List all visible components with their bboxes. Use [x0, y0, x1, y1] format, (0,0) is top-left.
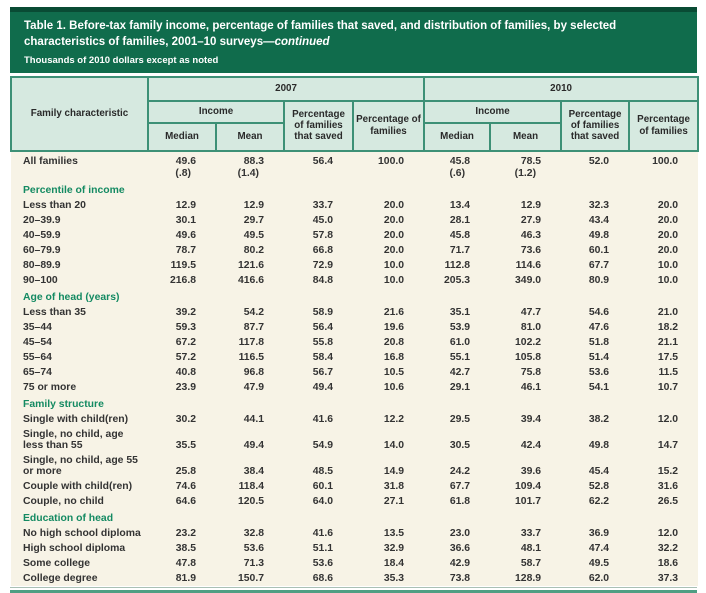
table-row	[11, 320, 698, 335]
value-cell: 51.4	[561, 350, 629, 365]
value-cell: 64.6	[148, 494, 216, 509]
value-cell: 67.2	[148, 335, 216, 350]
table-title-continued: continued	[274, 35, 330, 48]
row-label: 90–100	[11, 273, 148, 288]
value-cell: 36.6	[424, 541, 490, 556]
table-row	[11, 151, 698, 181]
value-cell: 67.7	[561, 258, 629, 273]
value-cell: 12.2	[353, 412, 424, 427]
value-cell: 20.0	[353, 228, 424, 243]
row-label: Single, no child, age less than 55	[11, 427, 148, 453]
row-label: Single with child(ren)	[11, 412, 148, 427]
value-cell: 23.2	[148, 526, 216, 541]
table-row	[11, 335, 698, 350]
value-cell: 31.6	[629, 479, 698, 494]
value-cell: 35.1	[424, 305, 490, 320]
value-cell: 75.8	[490, 365, 561, 380]
value-cell	[284, 151, 353, 181]
value-cell: 49.8	[561, 427, 629, 453]
value-cell: 10.5	[353, 365, 424, 380]
value-cell	[561, 151, 629, 181]
value-text: 52.0	[588, 155, 610, 167]
table-page	[10, 7, 697, 593]
column-header-pct-families-2010: Percentage of families	[629, 101, 698, 151]
value-cell: 13.4	[424, 198, 490, 213]
value-cell: 55.1	[424, 350, 490, 365]
value-cell: 68.6	[284, 571, 353, 586]
value-cell: 21.6	[353, 305, 424, 320]
row-label: Less than 20	[11, 198, 148, 213]
value-cell: 21.1	[629, 335, 698, 350]
value-cell: 14.9	[353, 453, 424, 479]
value-cell: 28.1	[424, 213, 490, 228]
value-cell: 71.7	[424, 243, 490, 258]
value-cell: 29.5	[424, 412, 490, 427]
value-cell: 105.8	[490, 350, 561, 365]
value-cell: 81.9	[148, 571, 216, 586]
value-cell: 17.5	[629, 350, 698, 365]
table-row	[11, 365, 698, 380]
table-row	[11, 427, 698, 453]
row-label: 20–39.9	[11, 213, 148, 228]
value-cell: 62.0	[561, 571, 629, 586]
value-cell: 54.2	[216, 305, 284, 320]
value-cell: 128.9	[490, 571, 561, 586]
value-cell: 84.8	[284, 273, 353, 288]
value-text: 88.3	[243, 155, 264, 167]
value-cell: 45.0	[284, 213, 353, 228]
value-text: 78.5	[520, 155, 542, 167]
value-cell: 20.0	[629, 243, 698, 258]
standard-error-text	[629, 168, 678, 179]
table-row	[11, 228, 698, 243]
value-cell: 32.3	[561, 198, 629, 213]
value-cell: 74.6	[148, 479, 216, 494]
value-cell: 51.8	[561, 335, 629, 350]
value-cell: 13.5	[353, 526, 424, 541]
value-cell: 78.7	[148, 243, 216, 258]
value-cell: 40.8	[148, 365, 216, 380]
row-label: 60–79.9	[11, 243, 148, 258]
value-cell: 27.9	[490, 213, 561, 228]
value-text: 45.8	[449, 155, 471, 167]
value-cell: 46.3	[490, 228, 561, 243]
value-cell: 416.6	[216, 273, 284, 288]
value-cell: 60.1	[284, 479, 353, 494]
section-row	[11, 509, 698, 526]
value-cell: 10.0	[629, 258, 698, 273]
value-cell: 72.9	[284, 258, 353, 273]
value-cell: 80.2	[216, 243, 284, 258]
section-label: Education of head	[11, 509, 698, 526]
table-row	[11, 556, 698, 571]
table-row	[11, 305, 698, 320]
row-label: 65–74	[11, 365, 148, 380]
value-cell: 121.6	[216, 258, 284, 273]
value-cell: 41.6	[284, 412, 353, 427]
value-cell: 109.4	[490, 479, 561, 494]
table-header	[11, 77, 698, 151]
value-cell: 16.8	[353, 350, 424, 365]
value-cell: 73.6	[490, 243, 561, 258]
value-cell: 25.8	[148, 453, 216, 479]
table-row	[11, 258, 698, 273]
income-statistics-table	[10, 76, 699, 586]
value-cell: 30.1	[148, 213, 216, 228]
value-cell: 33.7	[284, 198, 353, 213]
value-cell: 29.1	[424, 380, 490, 395]
column-header-mean-2007: Mean	[216, 123, 284, 151]
section-label: Age of head (years)	[11, 288, 698, 305]
value-cell: 32.9	[353, 541, 424, 556]
value-cell: 33.7	[490, 526, 561, 541]
value-cell: 349.0	[490, 273, 561, 288]
value-cell: 10.0	[353, 258, 424, 273]
row-label: High school diploma	[11, 541, 148, 556]
value-cell	[490, 151, 561, 181]
value-cell: 57.2	[148, 350, 216, 365]
value-cell: 49.4	[216, 427, 284, 453]
value-cell: 23.0	[424, 526, 490, 541]
row-label: 45–54	[11, 335, 148, 350]
value-cell: 41.6	[284, 526, 353, 541]
value-cell: 56.7	[284, 365, 353, 380]
value-cell: 53.9	[424, 320, 490, 335]
section-row	[11, 395, 698, 412]
column-header-median-2010: Median	[424, 123, 490, 151]
value-cell: 38.4	[216, 453, 284, 479]
value-cell: 47.4	[561, 541, 629, 556]
value-cell: 24.2	[424, 453, 490, 479]
value-cell: 49.4	[284, 380, 353, 395]
table-row	[11, 350, 698, 365]
value-cell: 51.1	[284, 541, 353, 556]
value-cell: 53.6	[216, 541, 284, 556]
value-cell: 20.0	[353, 213, 424, 228]
value-cell: 47.6	[561, 320, 629, 335]
value-cell: 71.3	[216, 556, 284, 571]
value-cell: 47.9	[216, 380, 284, 395]
value-cell: 10.0	[353, 273, 424, 288]
column-header-median-2007: Median	[148, 123, 216, 151]
value-cell: 37.3	[629, 571, 698, 586]
value-cell: 36.9	[561, 526, 629, 541]
value-cell: 45.4	[561, 453, 629, 479]
table-title-text: Table 1. Before-tax family income, percentage of families that saved, and distribution of families, by selected characteristics of families, 2001–10 surveys—	[24, 20, 617, 48]
column-group-2010: 2010	[424, 77, 698, 101]
column-header-pct-saved-2007: Percentage of families that saved	[284, 101, 353, 151]
table-units-note: Thousands of 2010 dollars except as noted	[24, 54, 219, 66]
value-cell: 20.0	[353, 243, 424, 258]
column-header-pct-families-2007: Percentage of families	[353, 101, 424, 151]
table-bottom-rule-thin	[10, 587, 697, 588]
value-cell: 43.4	[561, 213, 629, 228]
value-cell: 39.6	[490, 453, 561, 479]
section-row	[11, 288, 698, 305]
value-cell: 42.4	[490, 427, 561, 453]
value-cell: 58.4	[284, 350, 353, 365]
value-cell: 23.9	[148, 380, 216, 395]
standard-error-text	[353, 168, 404, 179]
value-cell: 35.3	[353, 571, 424, 586]
value-cell: 12.9	[148, 198, 216, 213]
value-cell: 39.2	[148, 305, 216, 320]
value-cell: 49.8	[561, 228, 629, 243]
value-cell: 66.8	[284, 243, 353, 258]
value-cell: 81.0	[490, 320, 561, 335]
value-cell: 12.0	[629, 526, 698, 541]
value-cell: 32.8	[216, 526, 284, 541]
value-cell: 101.7	[490, 494, 561, 509]
value-cell: 53.6	[561, 365, 629, 380]
standard-error-text: (1.4)	[237, 167, 259, 179]
value-cell: 27.1	[353, 494, 424, 509]
value-cell	[216, 151, 284, 181]
value-cell: 12.9	[216, 198, 284, 213]
value-cell: 117.8	[216, 335, 284, 350]
value-cell: 20.0	[629, 213, 698, 228]
value-cell	[424, 151, 490, 181]
value-cell: 20.0	[353, 198, 424, 213]
value-cell: 30.2	[148, 412, 216, 427]
value-cell: 54.9	[284, 427, 353, 453]
value-cell: 47.7	[490, 305, 561, 320]
value-cell	[629, 151, 698, 181]
table-row	[11, 213, 698, 228]
value-cell	[148, 151, 216, 181]
value-cell: 42.7	[424, 365, 490, 380]
value-cell: 12.9	[490, 198, 561, 213]
value-cell: 116.5	[216, 350, 284, 365]
column-header-income-2007: Income	[148, 101, 284, 123]
value-cell: 38.5	[148, 541, 216, 556]
section-row	[11, 181, 698, 198]
value-cell: 80.9	[561, 273, 629, 288]
value-cell: 59.3	[148, 320, 216, 335]
value-cell: 26.5	[629, 494, 698, 509]
value-cell	[353, 151, 424, 181]
value-cell: 48.1	[490, 541, 561, 556]
value-cell: 18.4	[353, 556, 424, 571]
value-cell: 15.2	[629, 453, 698, 479]
row-label: College degree	[11, 571, 148, 586]
value-text: 100.0	[378, 155, 405, 167]
value-cell: 73.8	[424, 571, 490, 586]
column-header-mean-2010: Mean	[490, 123, 561, 151]
table-row	[11, 453, 698, 479]
value-cell: 53.6	[284, 556, 353, 571]
value-cell: 64.0	[284, 494, 353, 509]
table-bottom-rule-thick	[10, 590, 697, 593]
value-cell: 112.8	[424, 258, 490, 273]
row-label: 75 or more	[11, 380, 148, 395]
value-cell: 61.0	[424, 335, 490, 350]
value-cell: 61.8	[424, 494, 490, 509]
table-row	[11, 571, 698, 586]
row-label: Less than 35	[11, 305, 148, 320]
column-group-2007: 2007	[148, 77, 424, 101]
value-cell: 14.7	[629, 427, 698, 453]
value-text: 100.0	[652, 155, 679, 167]
value-cell: 120.5	[216, 494, 284, 509]
standard-error-text: (1.2)	[514, 167, 537, 179]
value-cell: 205.3	[424, 273, 490, 288]
row-label: All families	[11, 151, 148, 181]
table-body	[11, 151, 698, 586]
row-label: Some college	[11, 556, 148, 571]
row-label: Single, no child, age 55 or more	[11, 453, 148, 479]
column-header-income-2010: Income	[424, 101, 561, 123]
table-title-banner	[10, 7, 697, 73]
table-row	[11, 541, 698, 556]
value-cell: 10.6	[353, 380, 424, 395]
value-cell: 47.8	[148, 556, 216, 571]
row-label: Couple, no child	[11, 494, 148, 509]
value-cell: 46.1	[490, 380, 561, 395]
table-row	[11, 198, 698, 213]
value-cell: 29.7	[216, 213, 284, 228]
section-label: Family structure	[11, 395, 698, 412]
table-row	[11, 380, 698, 395]
value-cell: 14.0	[353, 427, 424, 453]
value-cell: 38.2	[561, 412, 629, 427]
value-cell: 39.4	[490, 412, 561, 427]
value-cell: 87.7	[216, 320, 284, 335]
table-title	[24, 19, 683, 51]
standard-error-text	[284, 168, 333, 179]
value-cell: 119.5	[148, 258, 216, 273]
value-text: 56.4	[312, 155, 333, 167]
value-cell: 49.5	[561, 556, 629, 571]
value-cell: 48.5	[284, 453, 353, 479]
value-cell: 49.6	[148, 228, 216, 243]
row-label: 80–89.9	[11, 258, 148, 273]
table-row	[11, 273, 698, 288]
value-cell: 31.8	[353, 479, 424, 494]
value-cell: 20.8	[353, 335, 424, 350]
table-row	[11, 494, 698, 509]
value-cell: 58.7	[490, 556, 561, 571]
row-label: 55–64	[11, 350, 148, 365]
value-cell: 19.6	[353, 320, 424, 335]
value-cell: 42.9	[424, 556, 490, 571]
value-cell: 56.4	[284, 320, 353, 335]
value-cell: 44.1	[216, 412, 284, 427]
value-cell: 20.0	[629, 228, 698, 243]
value-cell: 49.5	[216, 228, 284, 243]
value-cell: 114.6	[490, 258, 561, 273]
column-header-family-characteristic: Family characteristic	[11, 77, 148, 151]
value-cell: 54.6	[561, 305, 629, 320]
row-label: 35–44	[11, 320, 148, 335]
value-cell: 67.7	[424, 479, 490, 494]
table-row	[11, 412, 698, 427]
value-cell: 30.5	[424, 427, 490, 453]
value-cell: 45.8	[424, 228, 490, 243]
value-cell: 96.8	[216, 365, 284, 380]
value-text: 49.6	[175, 155, 196, 167]
standard-error-text: (.8)	[175, 167, 191, 179]
standard-error-text: (.6)	[449, 167, 466, 179]
value-cell: 32.2	[629, 541, 698, 556]
value-cell: 18.6	[629, 556, 698, 571]
standard-error-text	[561, 168, 609, 179]
value-cell: 102.2	[490, 335, 561, 350]
value-cell: 10.7	[629, 380, 698, 395]
row-label: No high school diploma	[11, 526, 148, 541]
value-cell: 12.0	[629, 412, 698, 427]
column-header-pct-saved-2010: Percentage of families that saved	[561, 101, 629, 151]
value-cell: 118.4	[216, 479, 284, 494]
value-cell: 216.8	[148, 273, 216, 288]
value-cell: 57.8	[284, 228, 353, 243]
value-cell: 10.0	[629, 273, 698, 288]
value-cell: 60.1	[561, 243, 629, 258]
value-cell: 62.2	[561, 494, 629, 509]
value-cell: 35.5	[148, 427, 216, 453]
value-cell: 20.0	[629, 198, 698, 213]
value-cell: 52.8	[561, 479, 629, 494]
value-cell: 11.5	[629, 365, 698, 380]
table-row	[11, 243, 698, 258]
table-row	[11, 526, 698, 541]
value-cell: 55.8	[284, 335, 353, 350]
row-label: 40–59.9	[11, 228, 148, 243]
value-cell: 150.7	[216, 571, 284, 586]
value-cell: 54.1	[561, 380, 629, 395]
value-cell: 21.0	[629, 305, 698, 320]
value-cell: 58.9	[284, 305, 353, 320]
section-label: Percentile of income	[11, 181, 698, 198]
value-cell: 18.2	[629, 320, 698, 335]
table-row	[11, 479, 698, 494]
row-label: Couple with child(ren)	[11, 479, 148, 494]
